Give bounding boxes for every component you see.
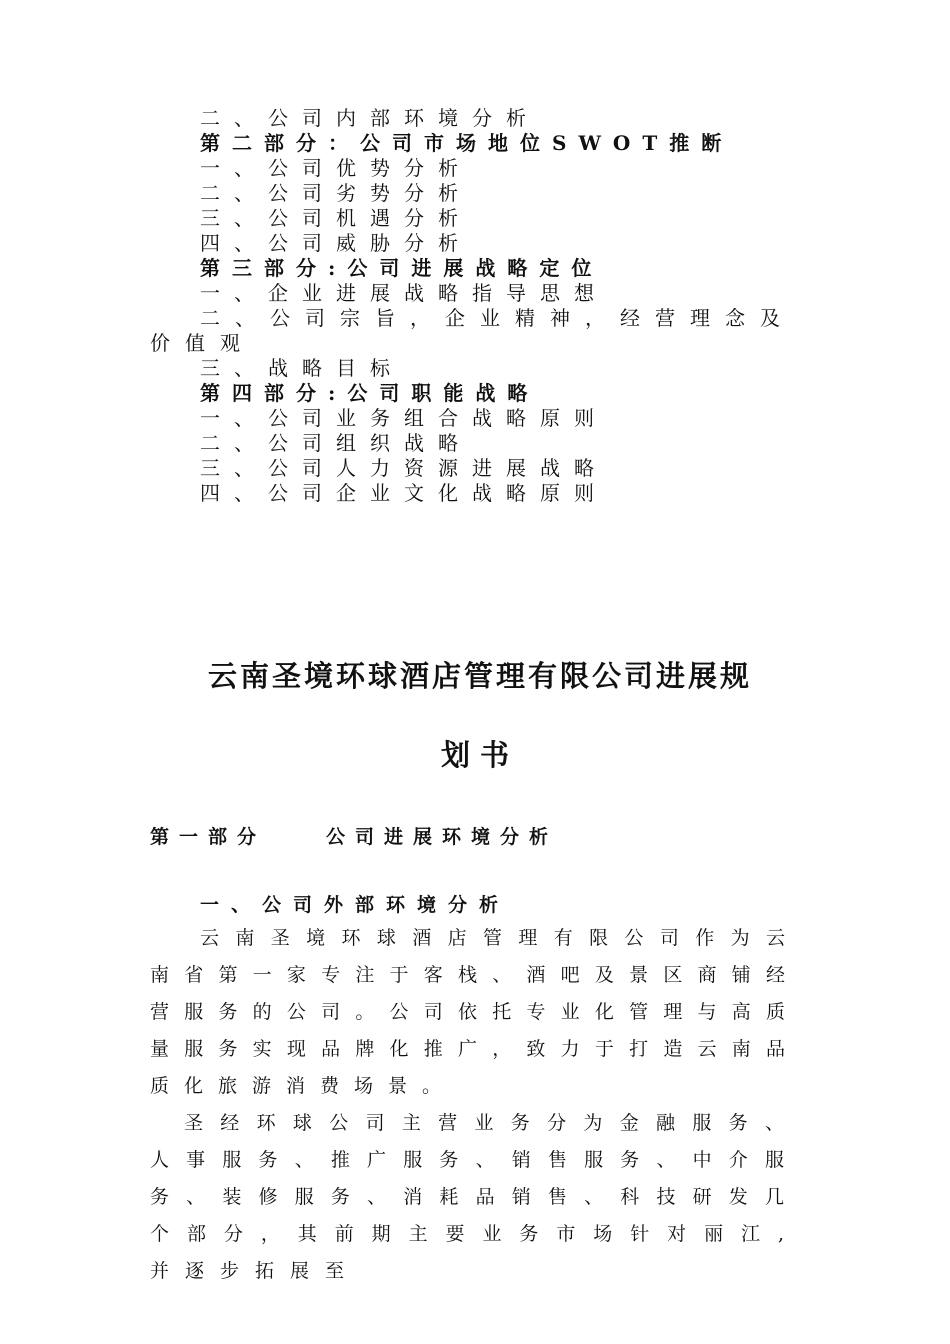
toc-item-wrapped <box>150 306 810 356</box>
body-paragraph: 云南圣境环球酒店管理有限公司作为云南省第一家专注于客栈、酒吧及景区商铺经营服务的公司。公司依托专业化管理与高质量服务实现品牌化推广，致力于打造云南品质化旅游消费场景。 <box>150 927 800 1097</box>
toc-part-heading: 第三部分:公司进展战略定位 <box>200 256 604 280</box>
toc-item: 二、公司劣势分析 <box>200 181 472 205</box>
toc-item: 三、公司人力资源进展战略 <box>200 456 608 480</box>
toc-item: 二、公司组织战略 <box>200 431 472 455</box>
part-heading <box>150 822 558 849</box>
toc-item: 四、公司企业文化战略原则 <box>200 481 608 505</box>
toc-item: 一、公司业务组合战略原则 <box>200 406 608 430</box>
toc-item: 二、公司内部环境分析 <box>200 106 540 130</box>
toc-item: 三、战略目标 <box>200 356 404 380</box>
toc-item: 一、企业进展战略指导思想 <box>200 281 608 305</box>
document-title: 云南圣境环球酒店管理有限公司进展规 <box>207 659 752 693</box>
document-title-continued: 划书 <box>440 738 519 772</box>
toc-item: 三、公司机遇分析 <box>200 206 472 230</box>
part-name: 公司进展环境分析 <box>326 826 559 848</box>
toc-part-heading: 第四部分:公司职能战略 <box>200 381 540 405</box>
toc-part-heading: 第二部分：公司市场地位SWOT推断 <box>200 131 734 155</box>
toc-item: 四、公司威胁分析 <box>200 231 472 255</box>
body-paragraph: 圣经环球公司主营业务分为金融服务、人事服务、推广服务、销售服务、中介服务、装修服务、消耗品销售、科技研发几个部分，其前期主要业务市场针对丽江,并逐步拓展至 <box>150 1112 800 1282</box>
section-heading: 一、公司外部环境分析 <box>200 894 511 916</box>
table-of-contents <box>150 106 810 506</box>
part-label: 第一部分 <box>150 826 267 848</box>
toc-item: 一、公司优势分析 <box>200 156 472 180</box>
toc-item-text: 二、公司宗旨，企业精神，经营理念及价值观 <box>150 306 795 355</box>
